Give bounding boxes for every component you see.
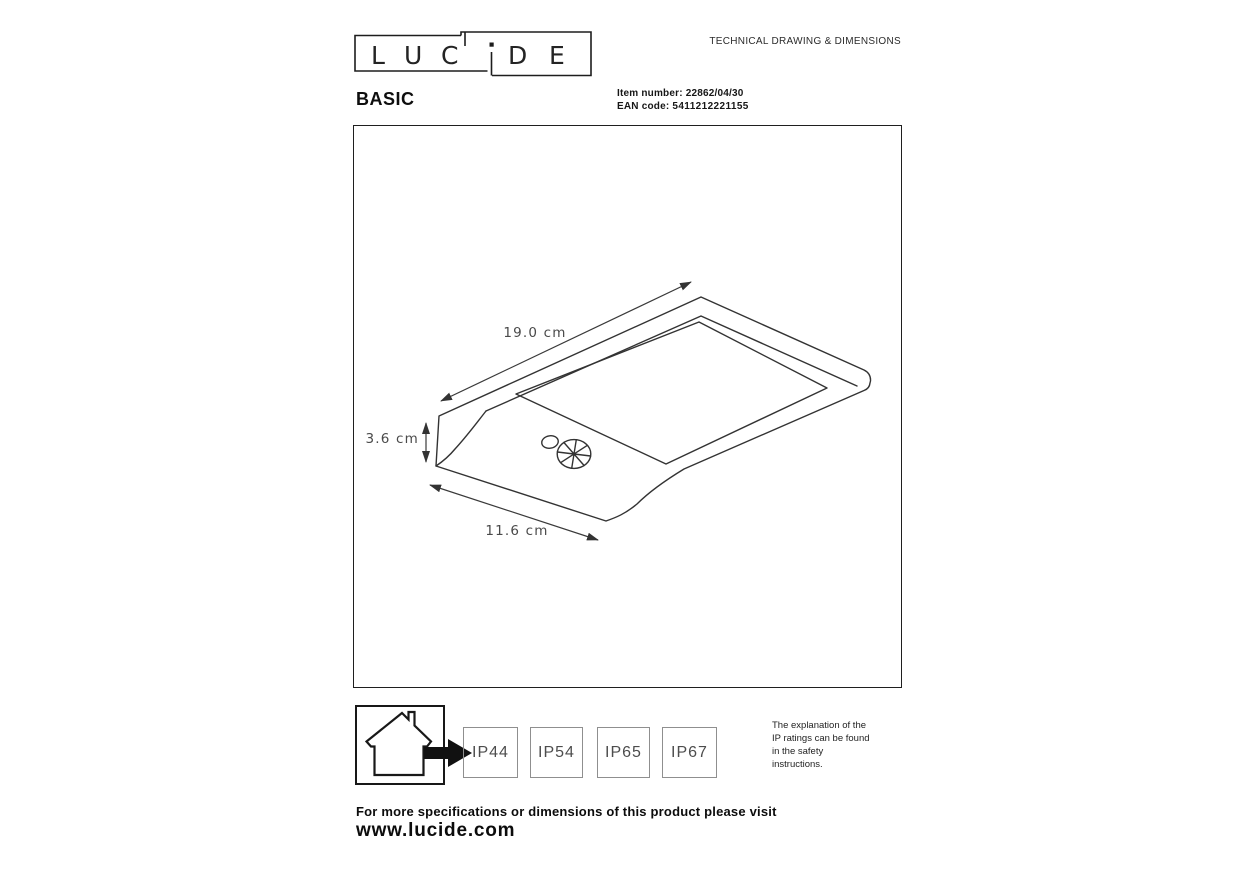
ip-rating-badge-ip44: IP44 — [463, 727, 518, 778]
logo-letter-c: C — [441, 41, 459, 70]
drawing-frame — [353, 125, 902, 688]
website-link[interactable]: www.lucide.com — [356, 820, 516, 841]
ean-row — [617, 101, 749, 112]
ip-rating-badge-ip65: IP65 — [597, 727, 650, 778]
dimension-label-height: 3.6 cm — [365, 431, 419, 447]
lucide-logo — [353, 30, 593, 78]
logo-letter-l: L — [371, 41, 385, 70]
fixture-outline — [436, 297, 871, 521]
logo-letter-d: D — [508, 41, 528, 70]
ip-note-line: IP ratings can be found — [772, 733, 870, 744]
doc-title: TECHNICAL DRAWING & DIMENSIONS — [709, 36, 901, 47]
ip-note — [772, 719, 902, 771]
ip-note-line: The explanation of the — [772, 720, 867, 731]
logo-letter-e: E — [549, 41, 565, 70]
ip-note-line: in the safety — [772, 746, 824, 757]
more-info-text: For more specifications or dimensions of this product please visit — [356, 804, 777, 819]
product-name: BASIC — [356, 89, 415, 109]
ean-value: 5411212221155 — [672, 101, 749, 112]
ip-rating-badge-ip54: IP54 — [530, 727, 583, 778]
item-number-row — [617, 88, 744, 99]
logo-letter-i-dot — [490, 43, 494, 47]
ip-rating-badge-ip67: IP67 — [662, 727, 717, 778]
item-number-label: Item number: — [617, 88, 683, 99]
ean-label: EAN code: — [617, 101, 670, 112]
ip-note-line: instructions. — [772, 759, 823, 770]
logo-letter-u: U — [404, 41, 423, 70]
item-number-value: 22862/04/30 — [685, 88, 744, 99]
technical-drawing — [354, 126, 900, 686]
dimension-label-length: 19.0 cm — [503, 325, 567, 341]
dimension-label-depth: 11.6 cm — [485, 523, 549, 539]
